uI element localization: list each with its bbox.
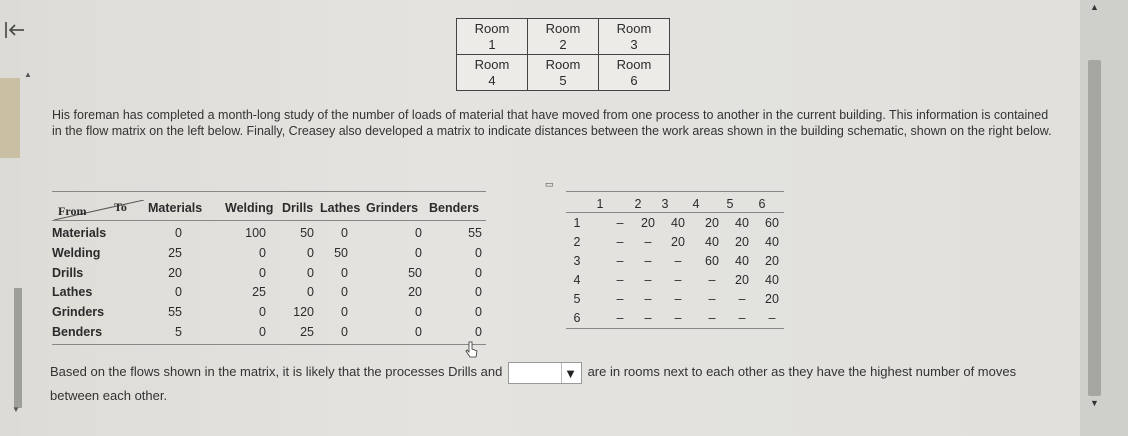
question-text (50, 360, 1050, 407)
building-schematic (456, 18, 670, 91)
table-cell: 0 (475, 305, 482, 320)
table-cell: – (738, 311, 746, 325)
table-row (52, 322, 486, 342)
table-cell: 0 (307, 265, 314, 280)
table-row (52, 243, 486, 263)
table-cell: 25 (300, 324, 314, 339)
right-scroll-thumb[interactable] (1088, 60, 1101, 396)
table-cell: 40 (735, 254, 749, 268)
table-cell: 50 (334, 245, 348, 260)
table-cell: 0 (341, 265, 348, 280)
col-header: Benders (429, 201, 480, 215)
table-cell: – (674, 254, 682, 268)
col-header: 4 (692, 197, 700, 211)
table-cell: 0 (307, 245, 314, 260)
table-row (566, 252, 784, 271)
table-cell: 40 (671, 216, 685, 230)
left-gutter (0, 0, 20, 436)
table-cell: – (708, 292, 716, 306)
table-cell: 20 (168, 265, 182, 280)
table-cell: 40 (705, 235, 719, 249)
table-cell: 40 (765, 273, 779, 287)
table-cell: 20 (765, 292, 779, 306)
col-header: 3 (661, 197, 669, 211)
question-before: Based on the flows shown in the matrix, it is likely that the processes Drills and (50, 364, 503, 379)
table-cell: 20 (705, 216, 719, 230)
question-after: are in rooms next to each other as they have the highest number of moves between each other. (50, 364, 1017, 403)
table-cell: 20 (735, 273, 749, 287)
table-cell: – (616, 235, 624, 249)
scroll-down-arrow-icon[interactable]: ▼ (12, 405, 20, 414)
from-to-header (54, 200, 142, 218)
row-label: 4 (573, 273, 581, 287)
table-cell: 50 (300, 226, 314, 240)
table-row (566, 290, 784, 309)
table-cell: 20 (671, 235, 685, 249)
room-cell: Room 1 (457, 19, 528, 55)
table-cell: 0 (475, 324, 482, 339)
row-label: Welding (52, 245, 101, 260)
row-label: 6 (573, 311, 581, 325)
table-row (52, 263, 486, 283)
table-cell: 55 (168, 305, 182, 320)
distance-matrix (566, 191, 784, 329)
table-cell: 55 (468, 226, 482, 240)
col-header: 5 (726, 197, 734, 211)
table-cell: – (674, 311, 682, 325)
table-cell: 100 (245, 226, 266, 240)
table-cell: – (616, 311, 624, 325)
table-cell: 25 (168, 245, 182, 260)
table-cell: 0 (307, 285, 314, 300)
room-cell: Room 3 (599, 19, 670, 55)
table-cell: – (644, 292, 652, 306)
table-cell: 0 (341, 324, 348, 339)
row-label: 2 (573, 235, 581, 249)
table-cell: 25 (252, 285, 266, 300)
table-row (52, 223, 486, 243)
table-cell: – (708, 273, 716, 287)
row-label: Materials (52, 226, 107, 240)
table-cell: – (674, 273, 682, 287)
table-row (566, 233, 784, 252)
table-cell: 0 (175, 285, 182, 300)
col-header: 6 (758, 197, 766, 211)
table-cell: 0 (415, 305, 422, 320)
table-cell: 0 (415, 324, 422, 339)
row-label: Drills (52, 265, 84, 280)
room-row (457, 19, 670, 55)
table-cell: – (616, 254, 624, 268)
col-header: Welding (225, 201, 274, 215)
table-cell: 0 (475, 265, 482, 280)
table-cell: 20 (735, 235, 749, 249)
table-cell: 5 (175, 324, 182, 339)
table-cell: – (616, 292, 624, 306)
row-label: Grinders (52, 305, 105, 320)
scroll-up-arrow-icon[interactable]: ▲ (1090, 2, 1099, 12)
table-cell: 20 (765, 254, 779, 268)
row-label: 5 (573, 292, 581, 306)
row-label: Lathes (52, 285, 93, 300)
col-header: Lathes (320, 201, 361, 215)
table-cell: – (708, 311, 716, 325)
table-cell: 0 (259, 324, 266, 339)
table-cell: 40 (735, 216, 749, 230)
col-header: 2 (634, 197, 642, 211)
col-header: Materials (148, 201, 203, 215)
table-row (566, 309, 784, 328)
flow-matrix-header (52, 198, 486, 221)
table-cell: – (616, 216, 624, 230)
table-cell: – (674, 292, 682, 306)
table-cell: 0 (341, 285, 348, 300)
table-cell: 20 (641, 216, 655, 230)
table-cell: 0 (259, 265, 266, 280)
col-header: 1 (596, 197, 604, 211)
answer-dropdown-value (509, 363, 562, 383)
to-label: To (114, 200, 127, 214)
gutter-highlight (0, 78, 20, 158)
col-header: Grinders (366, 201, 419, 215)
room-cell: Room 5 (528, 55, 599, 91)
table-cell: 0 (475, 285, 482, 300)
left-scroll-thumb[interactable] (14, 288, 22, 408)
table-cell: 120 (293, 305, 314, 320)
scroll-down-arrow-icon[interactable]: ▼ (1090, 398, 1099, 408)
table-cell: – (644, 311, 652, 325)
table-cell: 60 (765, 216, 779, 230)
row-label: 3 (573, 254, 581, 268)
table-cell: 20 (408, 285, 422, 300)
scroll-up-arrow-icon[interactable]: ▲ (24, 70, 32, 79)
table-cell: – (768, 311, 776, 325)
table-row (52, 302, 486, 322)
room-row (457, 55, 670, 91)
flow-matrix (52, 191, 486, 345)
answer-dropdown[interactable] (508, 362, 582, 384)
matrix-expand-icon[interactable]: ▭ (545, 179, 554, 189)
table-cell: 0 (475, 245, 482, 260)
row-label: 1 (573, 216, 581, 230)
distance-matrix-header (566, 196, 784, 213)
col-header: Drills (282, 201, 314, 215)
dropdown-arrow-icon: ▼ (564, 365, 577, 381)
table-row (52, 282, 486, 302)
row-label: Benders (52, 324, 103, 339)
table-cell: 40 (765, 235, 779, 249)
table-cell: 0 (341, 226, 348, 240)
table-cell: 0 (415, 245, 422, 260)
table-cell: – (738, 292, 746, 306)
table-cell: 0 (175, 226, 182, 240)
table-cell: 0 (415, 226, 422, 240)
from-label: From (58, 204, 87, 218)
table-cell: – (644, 235, 652, 249)
table-cell: 50 (408, 265, 422, 280)
table-row (566, 271, 784, 290)
table-cell: 60 (705, 254, 719, 268)
table-cell: 0 (259, 245, 266, 260)
table-cell: 0 (341, 305, 348, 320)
problem-paragraph: His foreman has completed a month-long study of the number of loads of material that have moved from one process to another in the current building. This information is contained in the flow matrix on the left below. Finally, Creasey also developed a matrix to indicate distances between the work areas shown in the building schematic, shown on the right below. (52, 108, 1052, 138)
table-cell: – (644, 273, 652, 287)
collapse-left-icon[interactable] (3, 18, 27, 42)
table-cell: – (616, 273, 624, 287)
table-cell: – (644, 254, 652, 268)
room-cell: Room 4 (457, 55, 528, 91)
table-row (566, 214, 784, 233)
table-cell: 0 (259, 305, 266, 320)
mouse-cursor-icon (464, 340, 480, 360)
room-cell: Room 2 (528, 19, 599, 55)
room-cell: Room 6 (599, 55, 670, 91)
